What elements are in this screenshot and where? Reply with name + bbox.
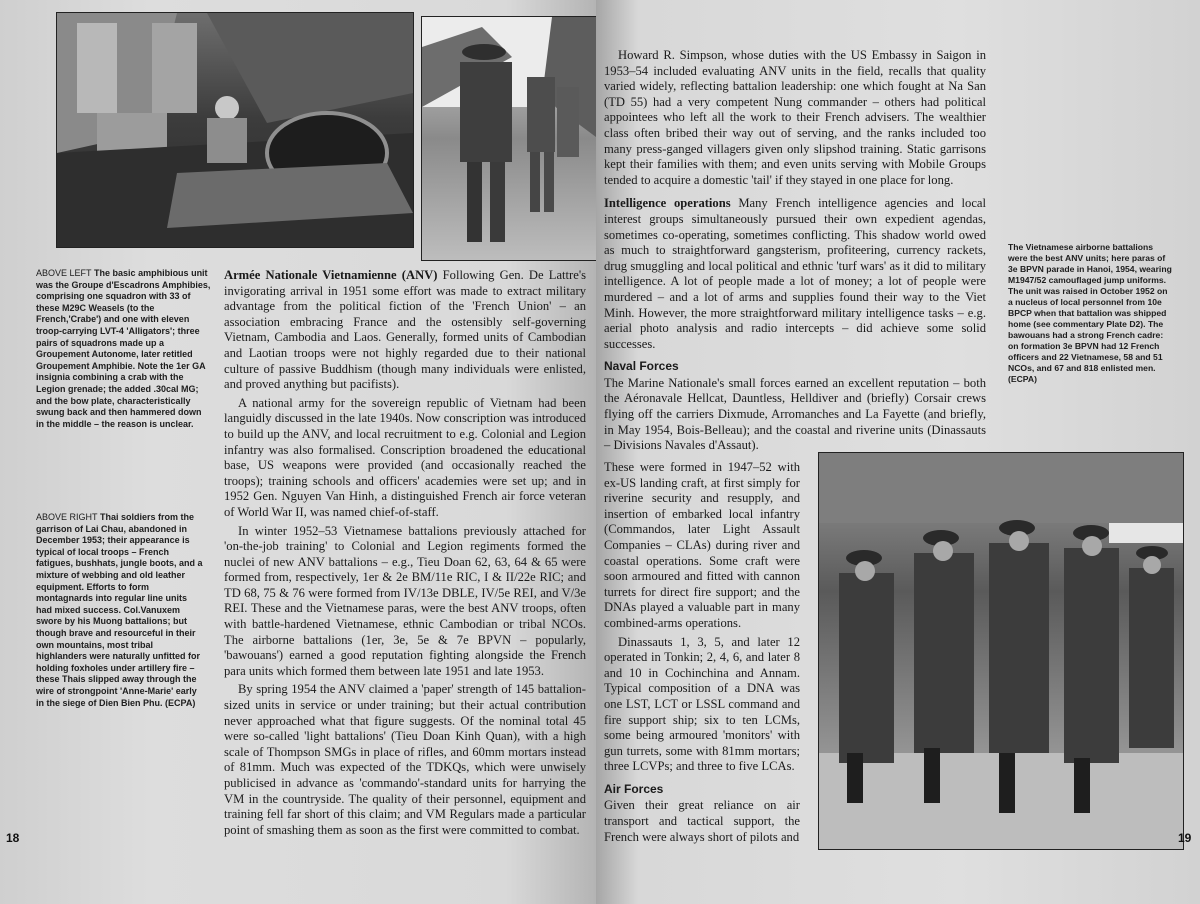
heading-anv: Armée Nationale Vietnamienne (ANV) (224, 268, 438, 282)
heading-naval-forces: Naval Forces (604, 359, 679, 374)
paragraph-dinassauts: Dinassauts 1, 3, 5, and later 12 operated in Tonkin; 2, 4, 6, and later 8 and 10 in Cochinchina and Annam. Typical composition of a DNA was one LST, LCT or LSSL command and fire support ship; six to ten LCMs, some being armoured 'monitors' with gun turrets, some with 81mm mortars; three LCVPs; and three to five LCAs. (604, 634, 800, 774)
paragraph-anv-intro-text: Following Gen. De Lattre's invigorating arrival in 1951 some effort was made to extract military advantage from the political fiction of the 'French Union' – an association embracing France and the ostensibly self-governing Vietnam, Cambodia and Laos. Generally, formed units of Cambodian and Laotian troops were not highly regarded due to their national culture of passive Buddhism (though many individuals were enlisted, and proved anything but pacifists). (224, 268, 586, 392)
caption-above-left-text: The basic amphibious unit was the Groupe d'Escadrons Amphibies, comprising one squadron with 33 of these M29C Weasels (to the French,'Crabe') and one with eleven troop-carrying LVT-4 'Alligators'; three pairs of squadrons made up a Groupement Autonome, later retitled Groupement Amphibie. Note the 1er GA insignia combining a crab with the Legion grenade; the added .30cal MG; and the bow plate, characteristically swung back and then hammered down in the middle – the reason is unclear. (36, 268, 211, 429)
photo-amphibious-vehicle-image (57, 13, 413, 247)
photo-thai-soldiers-image (422, 17, 596, 260)
paragraph-air-forces: Given their great reliance on air transport and tactical support, the French were always short of pilots and (604, 798, 800, 844)
left-page (0, 0, 596, 904)
right-body-top (604, 48, 986, 454)
caption-parade: The Vietnamese airborne battalions were the best ANV units; here paras of 3e BPVN parade in Hanoi, 1954, wearing M1947/52 camouflaged jump uniforms. The unit was raised in October 1952 on a nucleus of local personnel from 10e BPCP when that battalion was shipped home (see commentary Plate D2). The bawouans had a strong French cadre: on formation 3e BPVN had 12 French officers and 22 Vietnamese, 58 and 51 NCOs, and 67 and 818 enlisted men. (ECPA) (1008, 242, 1172, 384)
photo-amphibious-vehicle (56, 12, 414, 248)
page-number-right: 19 (1178, 831, 1192, 845)
photo-paratroopers-parade-image (819, 453, 1183, 849)
caption-above-right (36, 512, 204, 709)
right-page (596, 0, 1200, 904)
left-body-column (224, 268, 586, 838)
caption-above-right-tag: ABOVE RIGHT (36, 512, 98, 522)
paragraph-national-army: A national army for the sovereign republic of Vietnam had been languidly discussed in the late 1940s. Now conscription was introduced to build up the ANV, and local recruitment to e.g. Colonial and Legion infantry was also formalised. Conscription broadened the educational base, US weapons were provided (and occasionally reached the troops); training schools and officers' academies were set up; and in 1952 Gen. Nguyen Van Hinh, a distinguished French air force veteran of World War II, was named chief-of-staff. (224, 395, 586, 519)
paragraph-intelligence (604, 196, 986, 352)
paragraph-simpson: Howard R. Simpson, whose duties with the US Embassy in Saigon in 1953–54 included evaluating ANV units in the field, recalls that quality varied widely, reflecting battalion leadership: one which fought at Na San (TD 55) had a very competent Nung commander – others had political appointees who left all the work to their French advisers. The wealthier class often bribed their way out of serving, and the ranks included too many press-ganged villagers given only slipshod training. Static garrisons kept their families with them; and even units serving with Mobile Groups tended to acquire a domestic 'tail' if they stayed in one place for long. (604, 48, 986, 187)
paragraph-winter-1952: In winter 1952–53 Vietnamese battalions previously attached for 'on-the-job training' to Colonial and Legion regiments formed the nuclei of new ANV battalions – e.g., Tieu Doan 62, 63, 64 & 65 were formed from, respectively, 1er & 2e BM/11e RIC, I & II/22e RIC; and TD 68, 75 & 76 were formed from IV/13e DBLE, IV/5e REI, and V/3e REI. These and the Vietnamese paras, were the best ANV troops, often with battle-hardened Vietnamese, ethnic Cambodian or tribal NCOs. The airborne battalions (1er, 3e, 5e & 7e BPVN – popularly, 'bawouans') earned a good reputation fighting alongside the French para units which formed them between late 1951 and late 1953. (224, 523, 586, 678)
paragraph-anv-intro (224, 268, 586, 393)
caption-above-left-tag: ABOVE LEFT (36, 268, 92, 278)
right-body-narrow (604, 460, 800, 845)
paragraph-intelligence-text: Many French intelligence agencies and local interest groups simultaneously pursued their own expedient agendas, sometimes co-operating, sometimes conflicting. This shadow world owed as much to straightforward gangsterism, profiteering, currency rackets, drug smuggling and local political and ethnic 'turf wars' as it did to military intelligence. A lot of people made a lot of money; a lot of people were murdered – and a lot of arms and supplies found their way to the Viet Minh. However, the more straightforward military intelligence tasks – e.g. aerial photo analysis and radio intercepts – did achieve some solid successes. (604, 196, 986, 351)
paragraph-naval-wide: The Marine Nationale's small forces earned an excellent reputation – both the Aéronavale Hellcat, Dauntless, Helldiver and (briefly) Corsair crews flying off the carriers Dixmude, Arromanches and La Fayette (and briefly, in May 1954, Bois-Belleau); and the coastal and riverine units (Dinassauts – Divisions Navales d'Assaut). (604, 375, 986, 453)
paragraph-spring-1954: By spring 1954 the ANV claimed a 'paper' strength of 145 battalion-sized units in service or under training; but their actual contribution never approached what that figure suggests. Of the nominal total 45 were so-called 'light battalions' (Tieu Doan Kinh Quan), with a high scale of Thompson SMGs in place of rifles, and 60mm mortars instead of 81mm. Much was expected of the TDKQs, which were unwisely publicised in advance as 'commando'-standard units for harrying the VM in the countryside. The quality of their personnel, equipment and training fell far short of this claim; and VM Regulars made a particular point of smashing them as soon as the first were committed to combat. (224, 682, 586, 837)
page-number-left: 18 (6, 831, 20, 845)
photo-paratroopers-parade (818, 452, 1184, 850)
heading-intelligence: Intelligence operations (604, 196, 731, 211)
paragraph-naval-narrow: These were formed in 1947–52 with ex-US landing craft, at first simply for riverine security and resupply, and insertion of embarked local infantry (Commandos, later Light Assault Companies – CLAs) during river and coastal operations. Some craft were soon armoured and fitted with cannon turrets for direct fire support; and the DNAs played a valuable part in many combined-arms operations. (604, 460, 800, 630)
photo-thai-soldiers (421, 16, 596, 261)
caption-above-left (36, 268, 212, 430)
heading-air-forces: Air Forces (604, 781, 664, 796)
caption-above-right-text: Thai soldiers from the garrison of Lai Chau, abandoned in December 1953; their appearance is typical of local troops – French fatigues, bushhats, jungle boots, and a mixture of webbing and old leather equipment. Efforts to form montagnards into regular line units had mixed success. Col.Vanuxem swore by his Muong battalions; but though brave and resourceful in their own mountains, most tribal highlanders were naturally unfitted for holding foxholes under artillery fire – these Thais slipped away through the wire of strongpoint 'Anne-Marie' early in the siege of Dien Bien Phu. (ECPA) (36, 512, 203, 708)
